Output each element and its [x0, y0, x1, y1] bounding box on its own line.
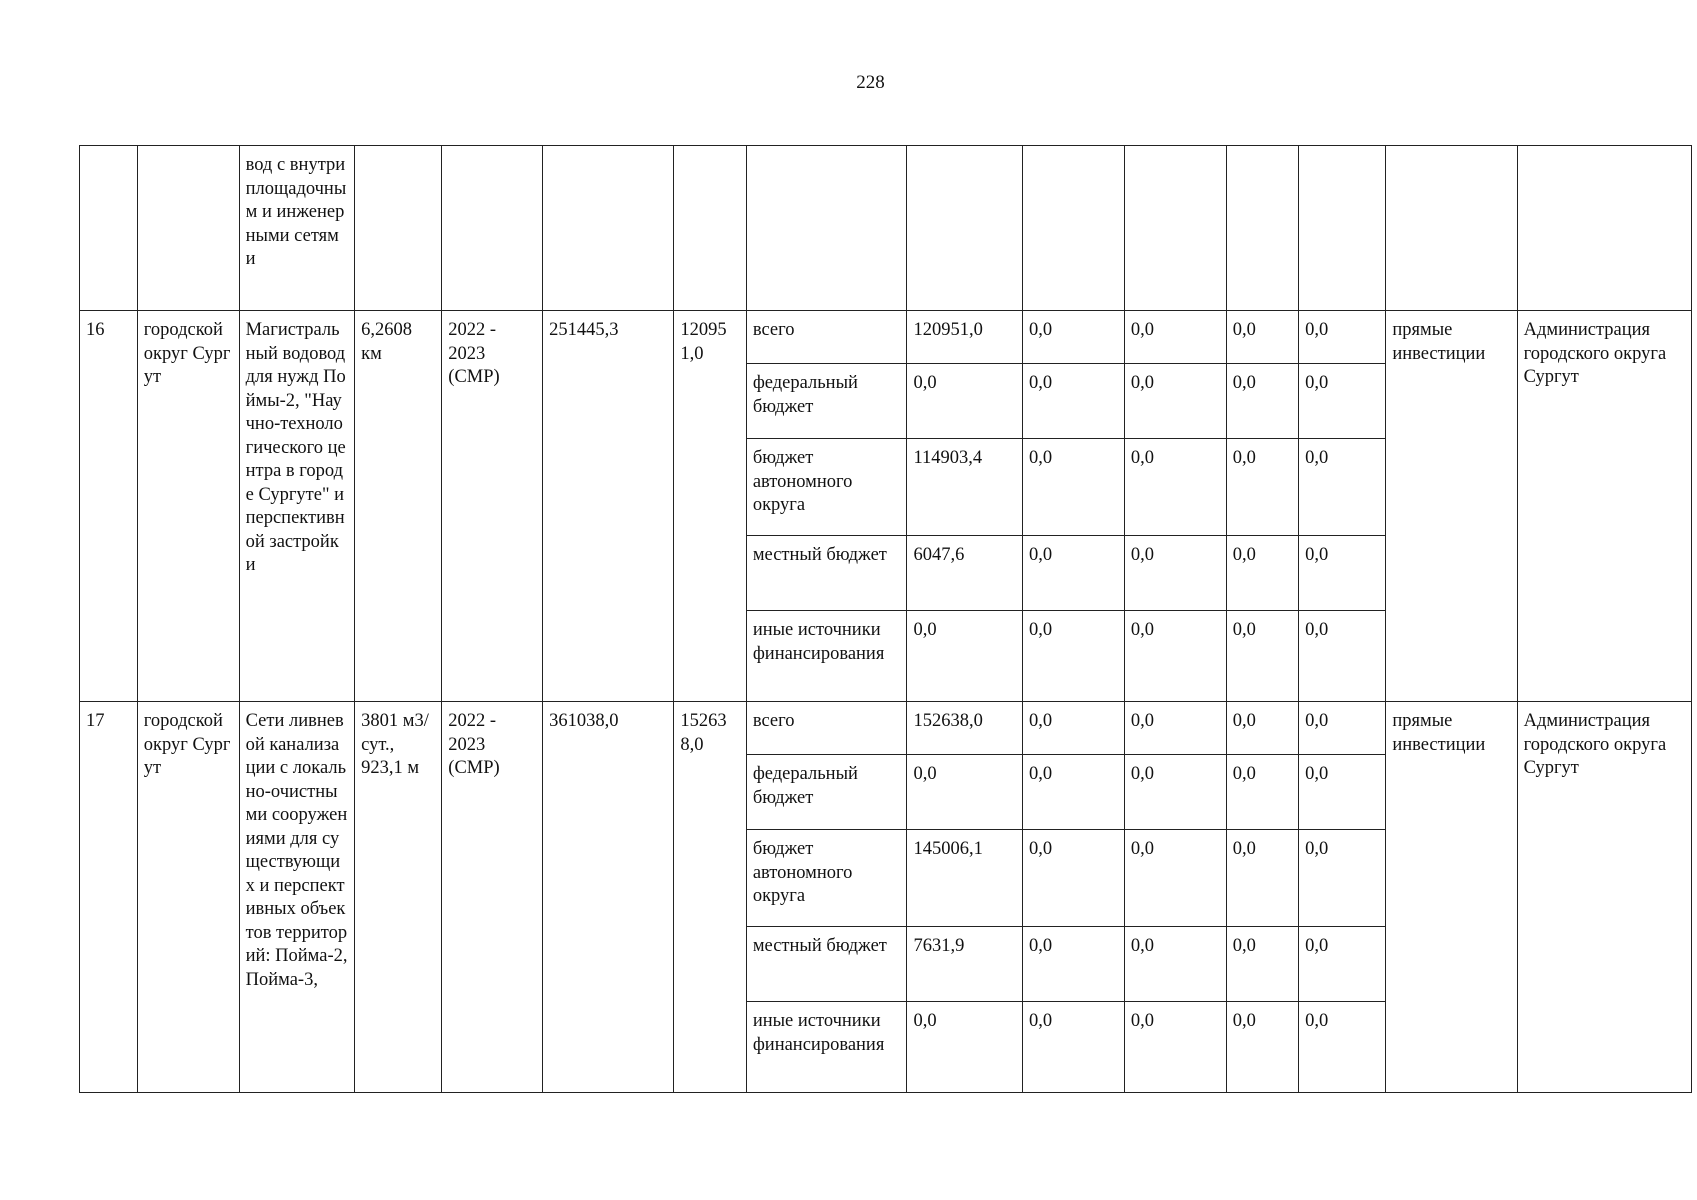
cell — [355, 146, 442, 311]
amount: 0,0 — [1299, 927, 1386, 1002]
source-label: иные источники финансирования — [746, 611, 907, 702]
estimated-cost: 251445,3 — [543, 311, 674, 702]
source-label: местный бюджет — [746, 927, 907, 1002]
object-name: Магистральный водовод для нужд Поймы-2, "Научно-технологического центра в городе Сургуте" и перспективной застройки — [239, 311, 355, 702]
amount: 0,0 — [1299, 702, 1386, 755]
object-row — [80, 702, 1692, 755]
amount: 0,0 — [1299, 755, 1386, 830]
investment-table — [79, 145, 1692, 1093]
amount: 0,0 — [1226, 439, 1298, 536]
amount: 152638,0 — [907, 702, 1023, 755]
amount: 0,0 — [1226, 611, 1298, 702]
amount: 0,0 — [1023, 311, 1125, 364]
page-number: 228 — [856, 72, 885, 93]
amount: 6047,6 — [907, 536, 1023, 611]
estimated-cost: 361038,0 — [543, 702, 674, 1093]
amount: 0,0 — [1299, 1002, 1386, 1093]
amount: 0,0 — [1023, 702, 1125, 755]
amount: 0,0 — [1299, 311, 1386, 364]
amount: 114903,4 — [907, 439, 1023, 536]
cell — [1023, 146, 1125, 311]
amount: 0,0 — [1299, 439, 1386, 536]
amount: 0,0 — [907, 1002, 1023, 1093]
cell — [442, 146, 543, 311]
capacity: 6,2608 км — [355, 311, 442, 702]
municipality: городской округ Сургут — [137, 311, 239, 702]
object-name: Сети ливневой канализации с локально-очистными сооружениями для существующих и перспективных объектов территорий: Пойма-2, Пойма-3, — [239, 702, 355, 1093]
source-label: всего — [746, 311, 907, 364]
row-number: 16 — [80, 311, 138, 702]
municipality: городской округ Сургут — [137, 702, 239, 1093]
cell — [746, 146, 907, 311]
amount: 0,0 — [1023, 536, 1125, 611]
amount: 0,0 — [1023, 439, 1125, 536]
amount: 0,0 — [1124, 364, 1226, 439]
investment-form: прямые инвестиции — [1386, 311, 1517, 702]
amount: 0,0 — [907, 755, 1023, 830]
customer: Администрация городского округа Сургут — [1517, 311, 1691, 702]
source-label: бюджет автономного округа — [746, 830, 907, 927]
amount: 0,0 — [1299, 611, 1386, 702]
amount: 0,0 — [1124, 611, 1226, 702]
customer: Администрация городского округа Сургут — [1517, 702, 1691, 1093]
amount: 120951,0 — [907, 311, 1023, 364]
amount: 0,0 — [1023, 364, 1125, 439]
remaining-cost: 152638,0 — [674, 702, 746, 1093]
amount: 0,0 — [1124, 311, 1226, 364]
amount: 0,0 — [1299, 364, 1386, 439]
amount: 0,0 — [1226, 830, 1298, 927]
row-number: 17 — [80, 702, 138, 1093]
cell — [543, 146, 674, 311]
amount: 0,0 — [1124, 439, 1226, 536]
amount: 0,0 — [1299, 830, 1386, 927]
amount: 0,0 — [1124, 536, 1226, 611]
amount: 0,0 — [907, 364, 1023, 439]
amount: 7631,9 — [907, 927, 1023, 1002]
amount: 0,0 — [1023, 1002, 1125, 1093]
amount: 0,0 — [1299, 536, 1386, 611]
cell — [1386, 146, 1517, 311]
cell — [674, 146, 746, 311]
amount: 0,0 — [1226, 927, 1298, 1002]
continuation-row — [80, 146, 1692, 311]
amount: 0,0 — [1226, 755, 1298, 830]
cell — [1299, 146, 1386, 311]
source-label: бюджет автономного округа — [746, 439, 907, 536]
source-label: иные источники финансирования — [746, 1002, 907, 1093]
source-label: федеральный бюджет — [746, 755, 907, 830]
amount: 0,0 — [1124, 755, 1226, 830]
capacity: 3801 м3/сут., 923,1 м — [355, 702, 442, 1093]
amount: 0,0 — [1023, 755, 1125, 830]
construction-period: 2022 - 2023 (СМР) — [442, 702, 543, 1093]
object-name-continued: вод с внутриплощадочным и инженерными сетями — [239, 146, 355, 311]
amount: 145006,1 — [907, 830, 1023, 927]
cell — [80, 146, 138, 311]
construction-period: 2022 - 2023 (СМР) — [442, 311, 543, 702]
remaining-cost: 120951,0 — [674, 311, 746, 702]
amount: 0,0 — [1124, 830, 1226, 927]
source-label: местный бюджет — [746, 536, 907, 611]
amount: 0,0 — [1226, 536, 1298, 611]
amount: 0,0 — [1124, 1002, 1226, 1093]
cell — [1124, 146, 1226, 311]
amount: 0,0 — [1124, 702, 1226, 755]
amount: 0,0 — [1124, 927, 1226, 1002]
cell — [1226, 146, 1298, 311]
amount: 0,0 — [1023, 927, 1125, 1002]
amount: 0,0 — [1226, 364, 1298, 439]
cell — [137, 146, 239, 311]
amount: 0,0 — [1023, 830, 1125, 927]
cell — [1517, 146, 1691, 311]
investment-form: прямые инвестиции — [1386, 702, 1517, 1093]
object-row — [80, 311, 1692, 364]
source-label: всего — [746, 702, 907, 755]
cell — [907, 146, 1023, 311]
source-label: федеральный бюджет — [746, 364, 907, 439]
amount: 0,0 — [1226, 702, 1298, 755]
amount: 0,0 — [1226, 1002, 1298, 1093]
amount: 0,0 — [1226, 311, 1298, 364]
amount: 0,0 — [907, 611, 1023, 702]
amount: 0,0 — [1023, 611, 1125, 702]
